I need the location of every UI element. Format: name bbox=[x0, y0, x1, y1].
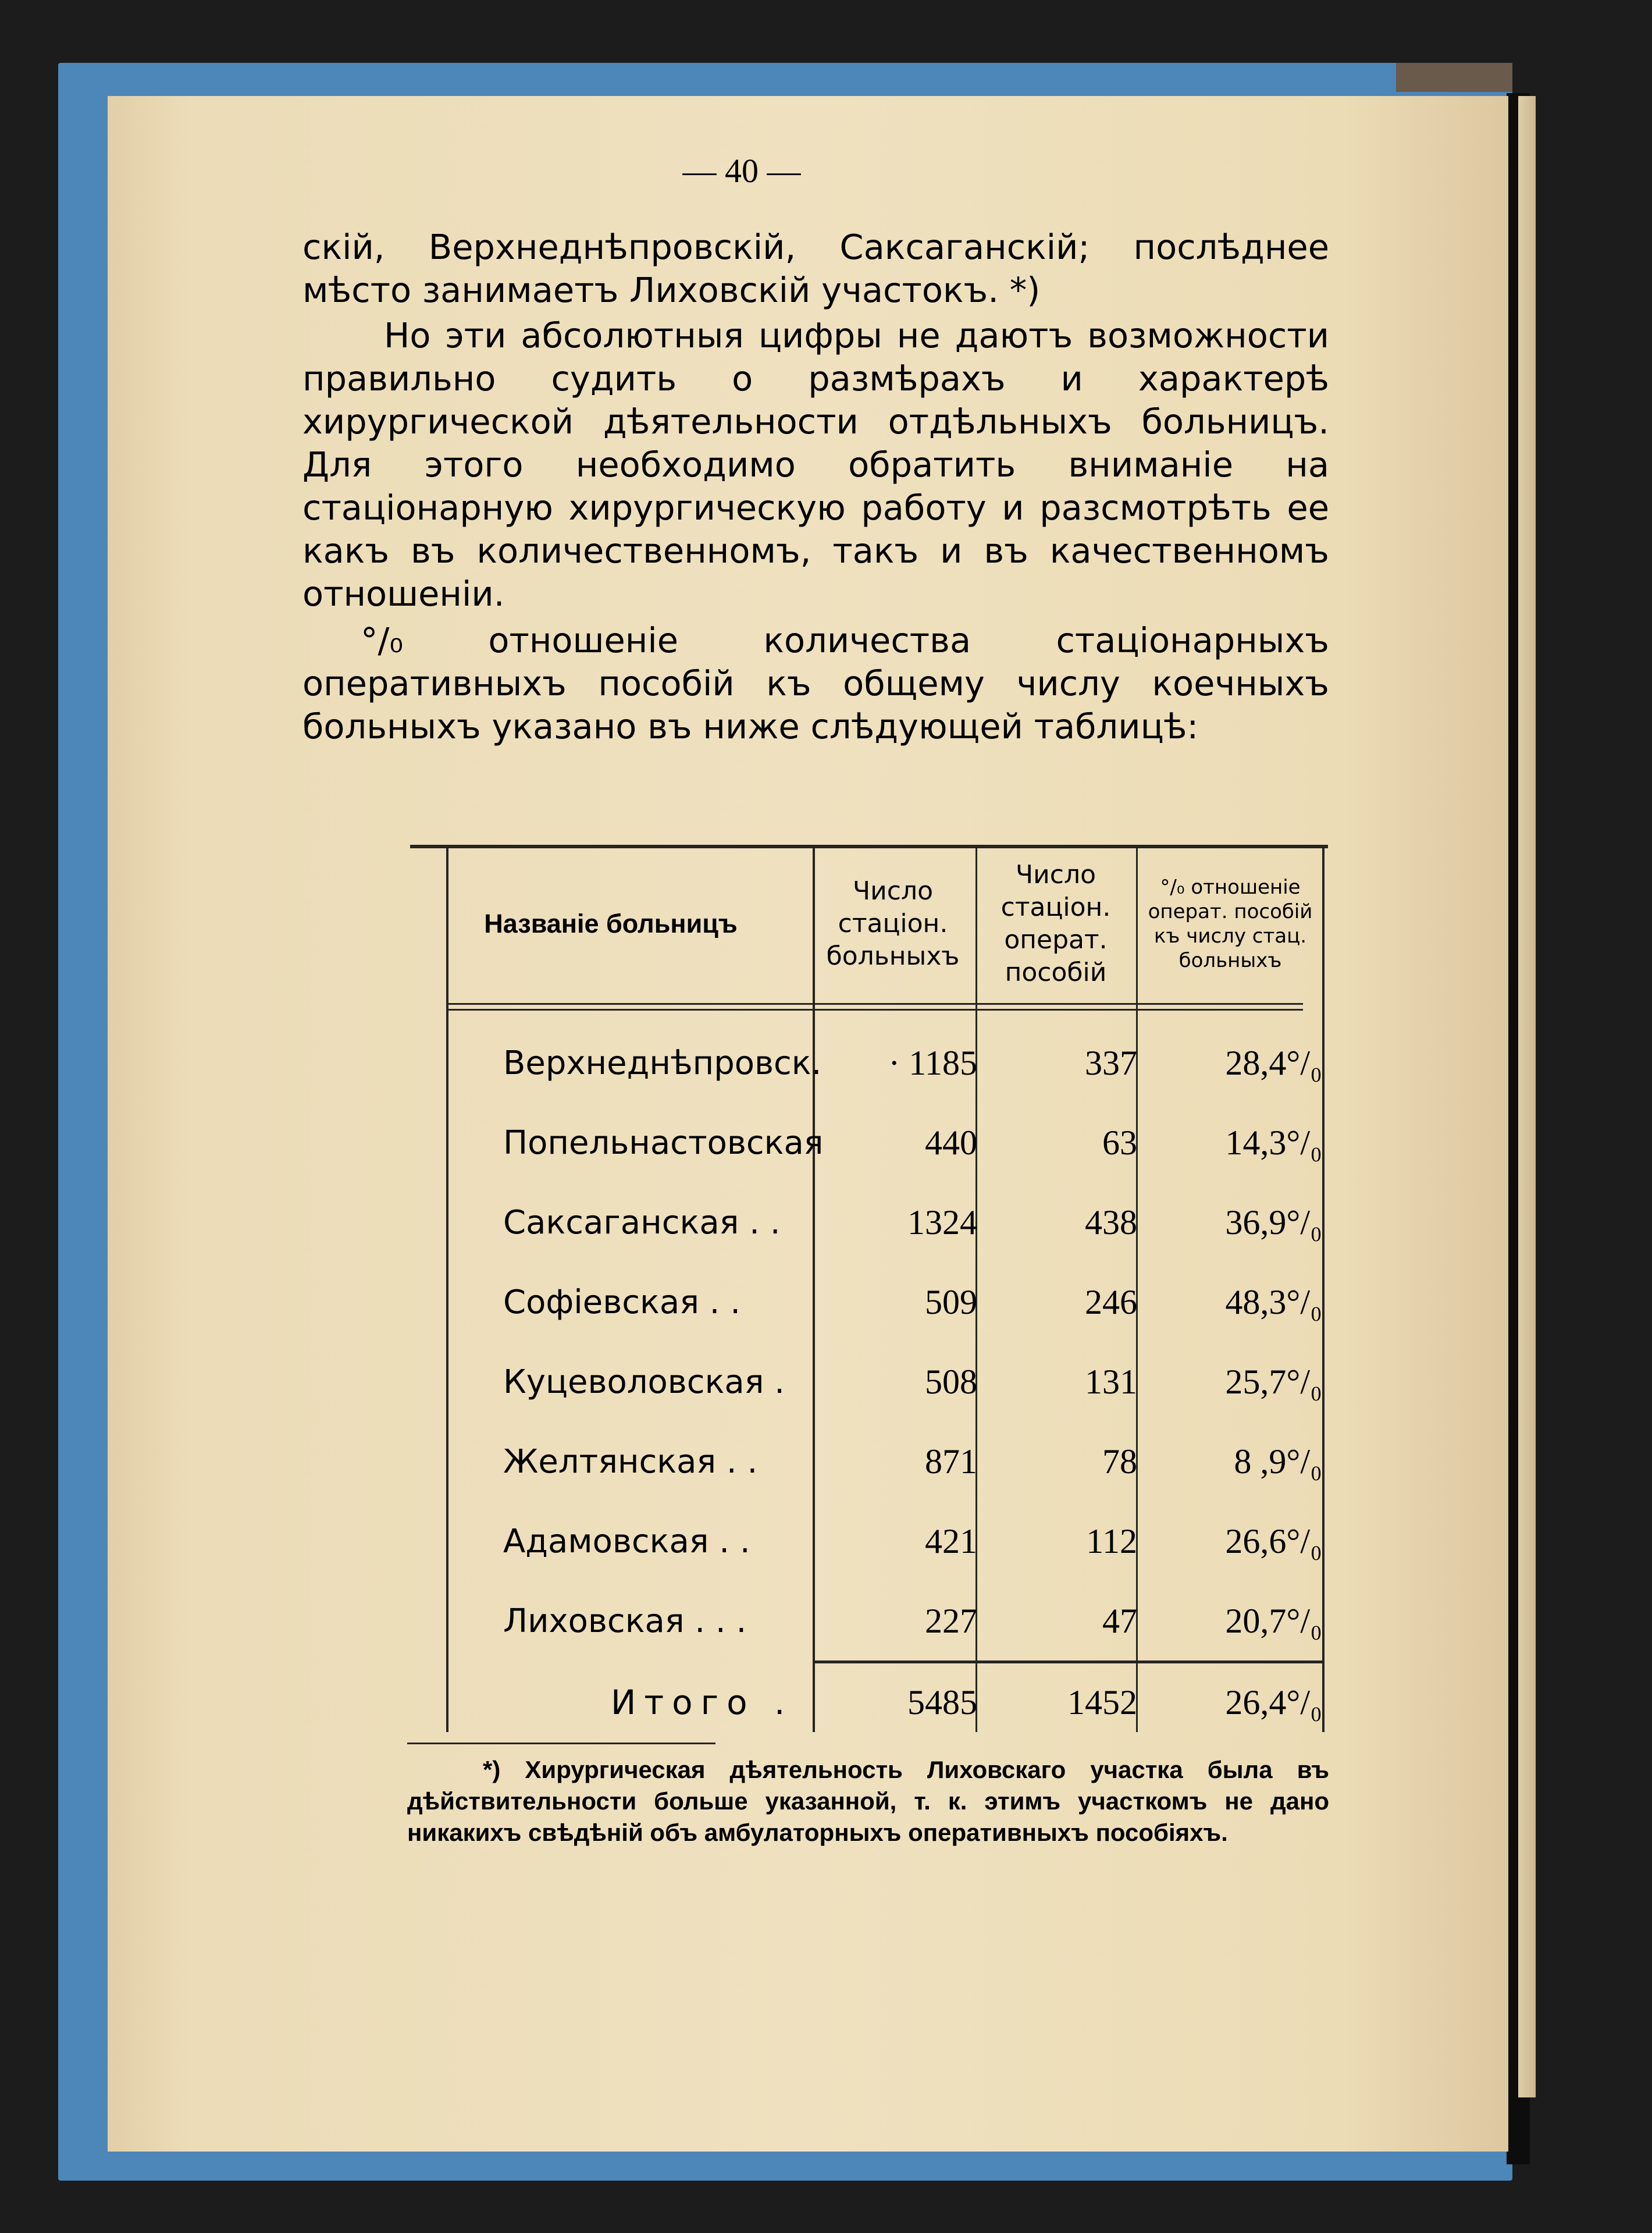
header-rule-2 bbox=[448, 1009, 1303, 1011]
operations-count: 438 bbox=[1085, 1203, 1137, 1242]
patients-count: 227 bbox=[925, 1601, 977, 1640]
paragraph-3: °/₀ отношеніе количества стаціонарныхъ оперативныхъ пособій къ общему числу коечныхъ больныхъ указано въ ниже слѣдующей таблицѣ: bbox=[302, 620, 1329, 746]
percent-value: 14,3°/₀ bbox=[1225, 1123, 1322, 1162]
hospital-name: Саксаганская . . bbox=[503, 1203, 781, 1242]
paragraph-1: скій, Верхнеднѣпровскій, Саксаганскій; послѣднее мѣсто занимаетъ Лиховскій участокъ. *) bbox=[302, 227, 1329, 310]
table-row bbox=[410, 1273, 1328, 1331]
table-row bbox=[410, 1592, 1328, 1650]
operations-count: 63 bbox=[1102, 1123, 1137, 1162]
hospital-name: Желтянская . . bbox=[503, 1442, 758, 1481]
page-edge bbox=[1518, 96, 1536, 2097]
table-row bbox=[410, 1034, 1328, 1092]
percent-value: 20,7°/₀ bbox=[1225, 1601, 1322, 1640]
hospital-name: Софіевская . . bbox=[503, 1283, 741, 1321]
table-row bbox=[410, 1114, 1328, 1172]
hospital-name: Куцеволовская . bbox=[503, 1363, 785, 1401]
hospital-name: Адамовская . . bbox=[503, 1522, 750, 1560]
patients-count: 508 bbox=[925, 1362, 977, 1401]
hospital-name: Лиховская . . . bbox=[503, 1602, 747, 1640]
page-number: — 40 — bbox=[682, 152, 801, 190]
patients-count: 440 bbox=[925, 1123, 977, 1162]
header-patients: Число стаціон. больныхъ bbox=[826, 876, 960, 971]
hospital-name: Попельнастовская bbox=[503, 1123, 824, 1162]
footnote-rule bbox=[407, 1743, 715, 1744]
hospital-table bbox=[410, 845, 1328, 1737]
total-rule bbox=[813, 1660, 1325, 1663]
percent-value: 36,9°/₀ bbox=[1225, 1203, 1322, 1242]
header-rule-1 bbox=[448, 1003, 1303, 1005]
table-row bbox=[410, 1512, 1328, 1570]
total-patients: 5485 bbox=[907, 1683, 977, 1722]
patients-count: 421 bbox=[925, 1521, 977, 1560]
total-operations: 1452 bbox=[1067, 1683, 1137, 1722]
hospital-name: Верхнеднѣпровск. bbox=[503, 1044, 822, 1082]
percent-value: 26,6°/₀ bbox=[1225, 1521, 1322, 1560]
operations-count: 246 bbox=[1085, 1282, 1137, 1321]
patients-count: · 1185 bbox=[888, 1043, 977, 1082]
table-total-row bbox=[410, 1673, 1328, 1731]
header-operations: Число стаціон. операт. пособій bbox=[1001, 860, 1111, 987]
operations-count: 131 bbox=[1085, 1362, 1137, 1401]
paragraph-2: Но эти абсолютныя цифры не даютъ возможности правильно судить о размѣрахъ и характерѣ хирургической дѣятельности отдѣльныхъ больницъ. Для этого необходимо обратить вниманіе на стаціонарную хирургическую работу и разсмотрѣть ее какъ въ количественномъ, такъ и въ качественномъ отношеніи. bbox=[302, 315, 1329, 614]
patients-count: 509 bbox=[925, 1282, 977, 1321]
table-row bbox=[410, 1193, 1328, 1251]
table-row bbox=[410, 1353, 1328, 1411]
percent-value: 25,7°/₀ bbox=[1225, 1362, 1322, 1401]
operations-count: 47 bbox=[1102, 1601, 1137, 1640]
header-hospital-name: Названіе больницъ bbox=[484, 909, 738, 938]
cover-corner bbox=[1396, 63, 1512, 92]
footnote: *) Хирургическая дѣятельность Лиховскаго участка была въ дѣйствительности больше указанной, т. к. этимъ участкомъ не дано никакихъ свѣдѣній объ амбулаторныхъ оперативныхъ пособіяхъ. bbox=[407, 1756, 1329, 1846]
total-percent: 26,4°/₀ bbox=[1225, 1683, 1322, 1722]
percent-value: 28,4°/₀ bbox=[1225, 1043, 1322, 1082]
percent-value: 48,3°/₀ bbox=[1225, 1282, 1322, 1321]
total-label: Итого . bbox=[611, 1683, 793, 1722]
operations-count: 78 bbox=[1102, 1442, 1137, 1481]
table-row bbox=[410, 1432, 1328, 1491]
operations-count: 112 bbox=[1086, 1521, 1137, 1560]
operations-count: 337 bbox=[1085, 1043, 1137, 1082]
percent-value: 8 ,9°/₀ bbox=[1234, 1442, 1322, 1481]
patients-count: 871 bbox=[925, 1442, 977, 1481]
patients-count: 1324 bbox=[907, 1203, 977, 1242]
header-percent: °/₀ отношеніе операт. пособій къ числу стац. больныхъ bbox=[1148, 876, 1313, 972]
